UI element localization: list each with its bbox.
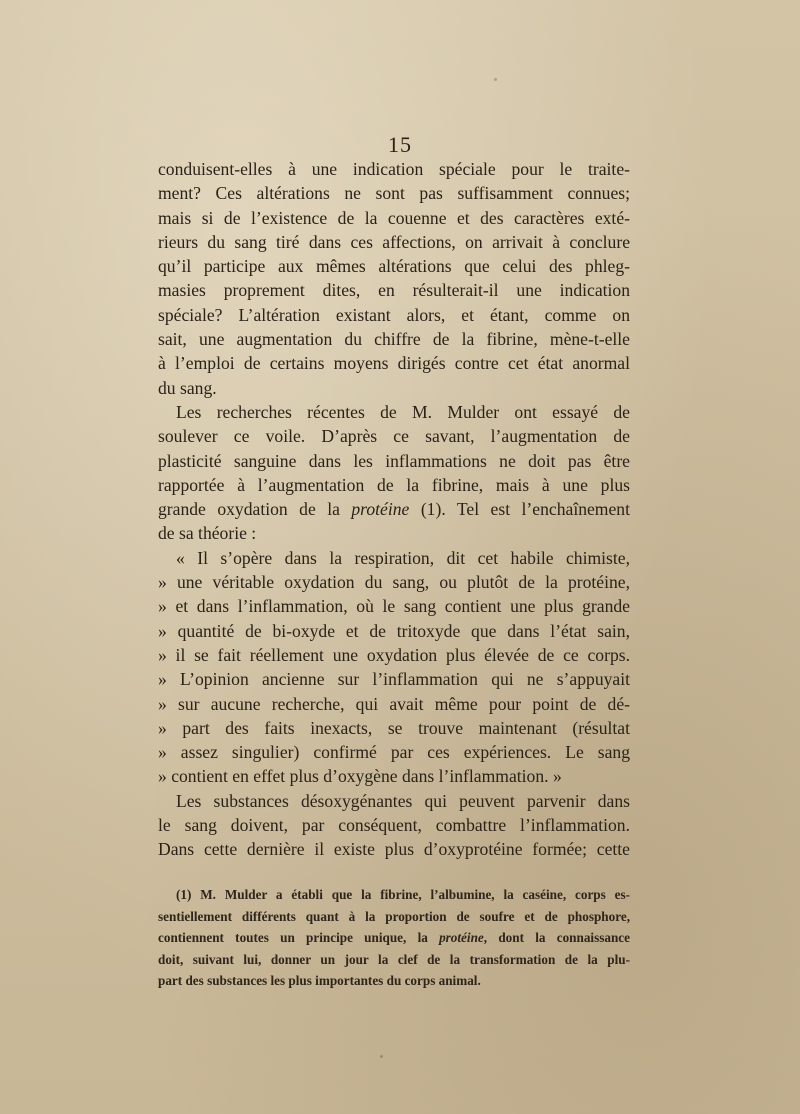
- quote-line: » contient en effet plus d’oxygène dans l’inflammation. »: [158, 766, 562, 787]
- quote-line: » il se fait réellement une oxydation plus élevée de ce corps.: [158, 644, 630, 665]
- paragraph-start-line: Les substances désoxygénantes qui peuvent parvenir dans: [176, 790, 630, 811]
- quote-line: » quantité de bi-oxyde et de tritoxyde que dans l’état sain,: [158, 620, 630, 641]
- footnote-line: part des substances les plus importantes du corps animal.: [158, 973, 481, 989]
- footnote-line: sentiellement différents quant à la proportion de soufre et de phosphore,: [158, 908, 630, 924]
- text-line: soulever ce voile. D’après ce savant, l’augmentation de: [158, 426, 630, 447]
- text-segment: contiennent toutes un principe unique, la: [158, 930, 440, 946]
- text-line: mais si de l’existence de la couenne et des caractères exté-: [158, 207, 630, 228]
- quote-line: » sur aucune recherche, qui avait même pour point de dé-: [158, 693, 630, 714]
- text-line: Dans cette dernière il existe plus d’oxyprotéine formée; cette: [158, 839, 630, 860]
- quote-line: » part des faits inexacts, se trouve maintenant (résultat: [158, 717, 630, 738]
- paper-speck: [494, 78, 497, 81]
- italic-term: protéine: [439, 930, 484, 946]
- quote-line: » assez singulier) confirmé par ces expériences. Le sang: [158, 742, 630, 763]
- italic-term: protéine: [351, 499, 410, 520]
- text-segment: , dont la connaissance: [483, 930, 630, 946]
- footnote-line: doit, suivant lui, donner un jour la clef de la transformation de la plu-: [158, 951, 630, 967]
- paper-speck: [380, 1055, 383, 1058]
- quote-line: » une véritable oxydation du sang, ou plutôt de la protéine,: [158, 572, 630, 593]
- text-segment: (1). Tel est l’enchaînement: [409, 499, 630, 520]
- text-line: masies proprement dites, en résulterait-il une indication: [158, 280, 630, 301]
- footnote-block: [158, 884, 630, 992]
- footnote-line: (1) M. Mulder a établi que la fibrine, l’albumine, la caséine, corps es-: [176, 887, 630, 902]
- text-line: de sa théorie :: [158, 523, 257, 544]
- footnote-line: [158, 927, 630, 949]
- text-line: sait, une augmentation du chiffre de la fibrine, mène-t-elle: [158, 329, 630, 350]
- page-number: 15: [388, 132, 412, 157]
- main-text-block: [158, 157, 630, 862]
- text-line: à l’emploi de certains moyens dirigés contre cet état anormal: [158, 353, 630, 374]
- text-line: le sang doivent, par conséquent, combattre l’inflammation.: [158, 815, 630, 836]
- text-line: qu’il participe aux mêmes altérations que celui des phleg-: [158, 256, 630, 277]
- text-line: conduisent-elles à une indication spéciale pour le traite-: [158, 159, 630, 179]
- paragraph-start-line: Les recherches récentes de M. Mulder ont essayé de: [176, 401, 630, 422]
- text-segment: grande oxydation de la: [158, 499, 352, 520]
- text-line-with-footnote-ref: [158, 497, 630, 521]
- text-line: ment? Ces altérations ne sont pas suffisamment connues;: [158, 183, 630, 204]
- text-line: rieurs du sang tiré dans ces affections, on arrivait à conclure: [158, 231, 630, 252]
- text-line: rapportée à l’augmentation de la fibrine, mais à une plus: [158, 474, 630, 495]
- text-line: plasticité sanguine dans les inflammations ne doit pas être: [158, 450, 630, 471]
- quote-line: » et dans l’inflammation, où le sang contient une plus grande: [158, 596, 630, 617]
- text-line: spéciale? L’altération existant alors, et étant, comme on: [158, 304, 630, 325]
- quote-line: « Il s’opère dans la respiration, dit cet habile chimiste,: [176, 547, 630, 568]
- quote-line: » L’opinion ancienne sur l’inflammation qui ne s’appuyait: [158, 669, 630, 690]
- text-line: du sang.: [158, 377, 217, 398]
